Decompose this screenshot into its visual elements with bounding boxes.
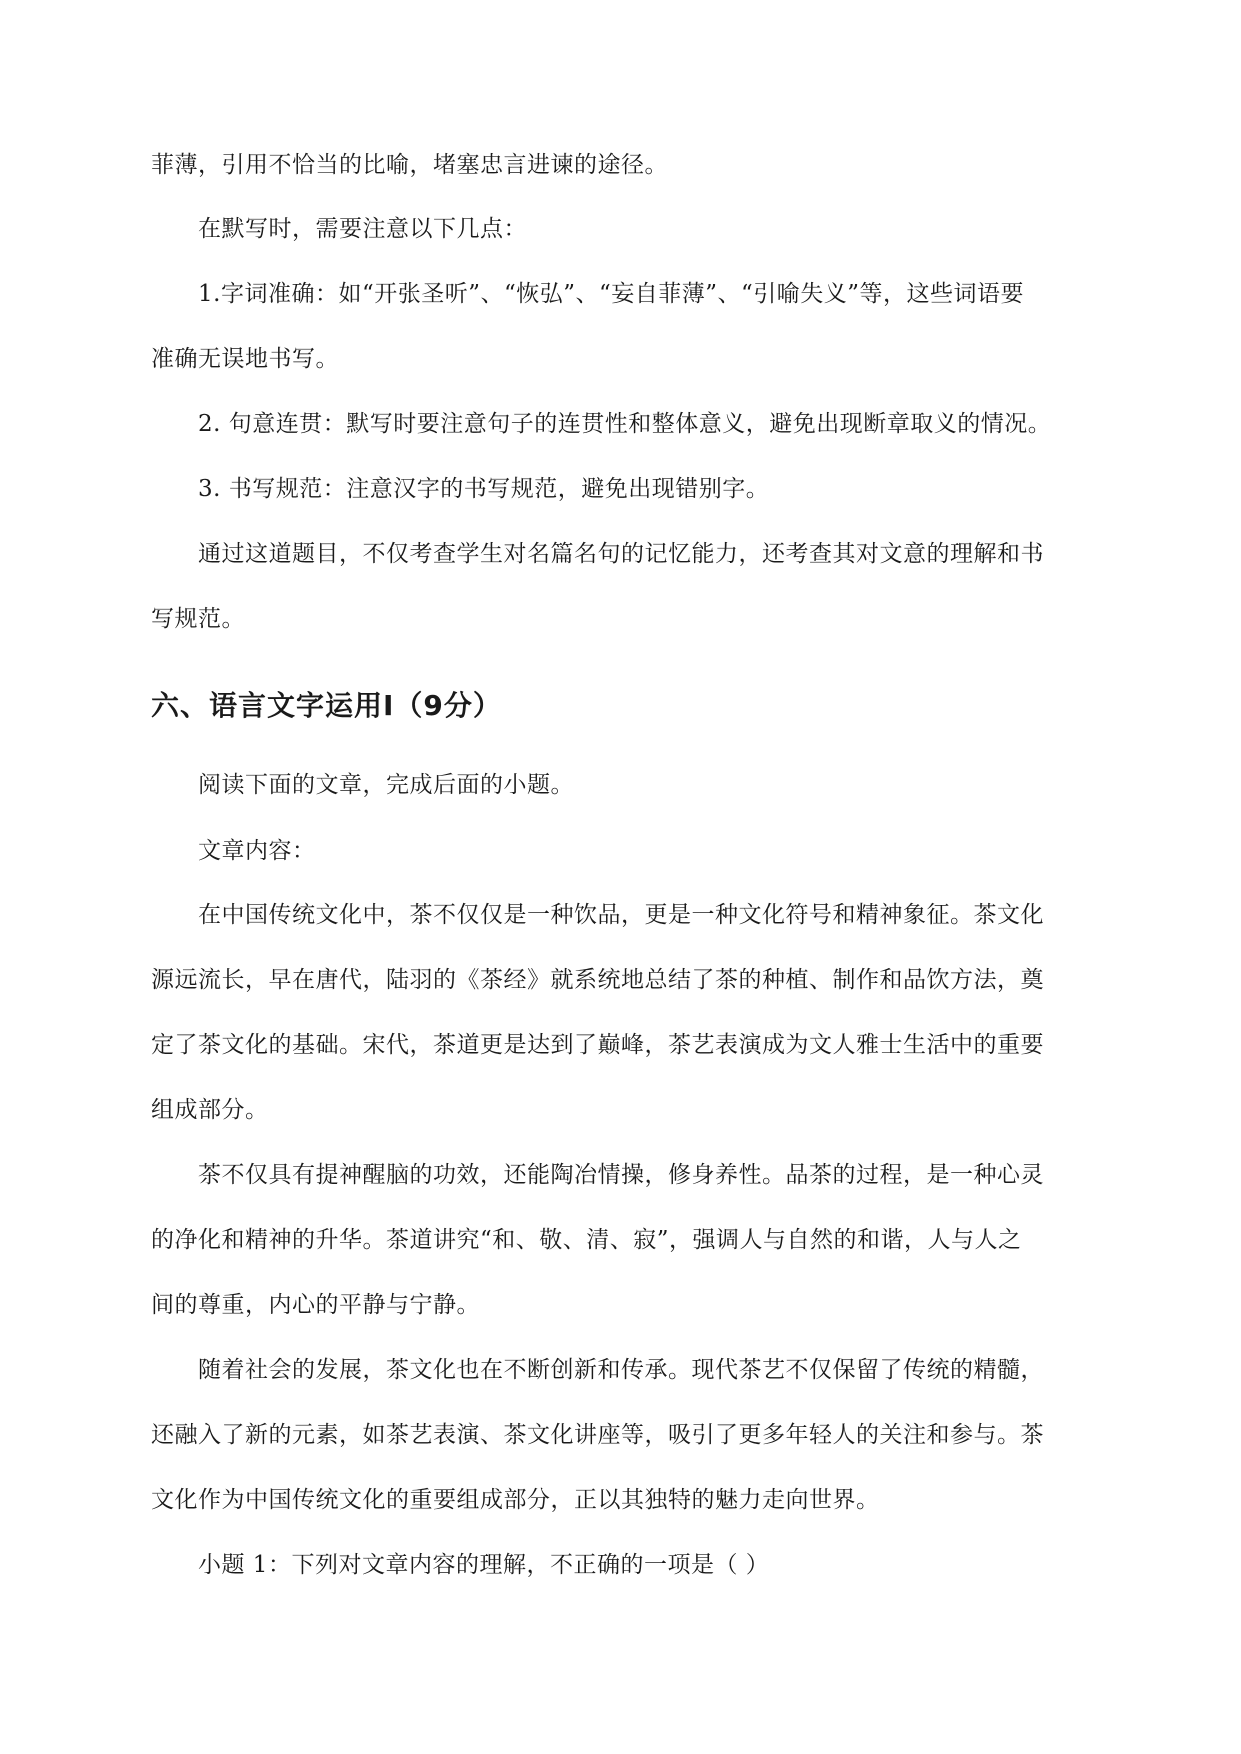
paragraph-line: 写规范。 — [151, 606, 245, 632]
article-line: 定了茶文化的基础。宋代，茶道更是达到了巅峰，茶艺表演成为文人雅士生活中的重要 — [151, 1032, 1044, 1058]
article-line: 文化作为中国传统文化的重要组成部分，正以其独特的魅力走向世界。 — [151, 1487, 880, 1513]
section-heading: 六、语言文字运用Ⅰ（9分） — [151, 689, 502, 722]
list-item-word-accuracy: 1.字词准确：如“开张圣听”、“恢弘”、“妄自菲薄”、“引喻失义”等，这些词语要 — [198, 281, 1025, 307]
article-line: 随着社会的发展，茶文化也在不断创新和传承。现代茶艺不仅保留了传统的精髓， — [198, 1357, 1044, 1383]
article-label: 文章内容： — [198, 838, 316, 864]
list-item-writing-standard: 3. 书写规范：注意汉字的书写规范，避免出现错别字。 — [198, 476, 770, 502]
article-line: 的净化和精神的升华。茶道讲究“和、敬、清、寂”，强调人与自然的和谐，人与人之 — [151, 1227, 1022, 1253]
article-line: 组成部分。 — [151, 1097, 269, 1123]
question-line: 小题 1：下列对文章内容的理解，不正确的一项是（ ） — [198, 1552, 770, 1578]
article-line: 在中国传统文化中，茶不仅仅是一种饮品，更是一种文化符号和精神象征。茶文化 — [198, 902, 1044, 928]
article-line: 间的尊重，内心的平静与宁静。 — [151, 1292, 480, 1318]
article-line: 还融入了新的元素，如茶艺表演、茶文化讲座等，吸引了更多年轻人的关注和参与。茶 — [151, 1422, 1044, 1448]
paragraph-line: 在默写时，需要注意以下几点： — [198, 216, 527, 242]
paragraph-line: 菲薄，引用不恰当的比喻，堵塞忠言进谏的途径。 — [151, 152, 668, 178]
article-line: 茶不仅具有提神醒脑的功效，还能陶冶情操，修身养性。品茶的过程，是一种心灵 — [198, 1162, 1044, 1188]
list-item-sentence-coherence: 2. 句意连贯：默写时要注意句子的连贯性和整体意义，避免出现断章取义的情况。 — [198, 411, 1052, 437]
instruction-line: 阅读下面的文章，完成后面的小题。 — [198, 772, 574, 798]
paragraph-line: 准确无误地书写。 — [151, 346, 339, 372]
article-line: 源远流长，早在唐代，陆羽的《茶经》就系统地总结了茶的种植、制作和品饮方法，奠 — [151, 967, 1044, 993]
paragraph-line: 通过这道题目，不仅考查学生对名篇名句的记忆能力，还考查其对文意的理解和书 — [198, 541, 1044, 567]
